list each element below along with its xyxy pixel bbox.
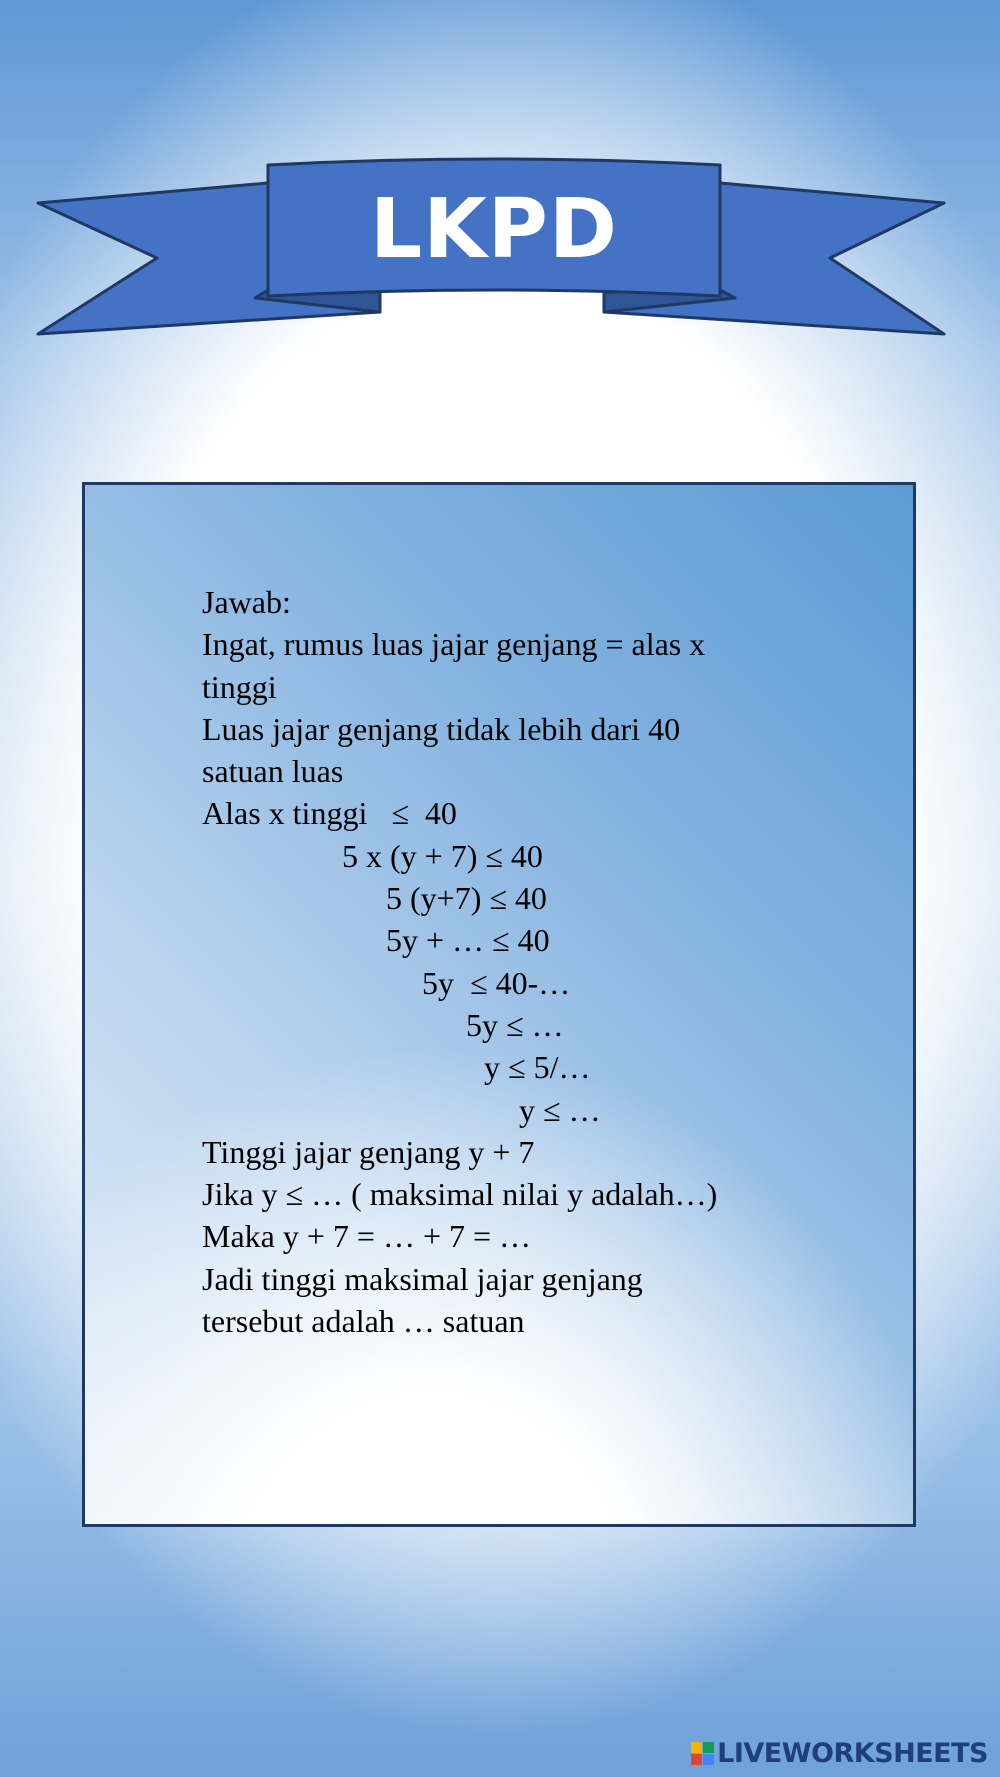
- answer-line: Ingat, rumus luas jajar genjang = alas x: [202, 626, 706, 663]
- watermark-text: LIVEWORKSHEETS: [717, 1738, 988, 1769]
- answer-line: tinggi: [202, 668, 277, 705]
- answer-line: Maka y + 7 = … + 7 = …: [202, 1218, 532, 1255]
- answer-line: Luas jajar genjang tidak lebih dari 40: [202, 710, 681, 747]
- answer-line: Jadi tinggi maksimal jajar genjang: [202, 1260, 643, 1297]
- answer-panel: [82, 482, 916, 1527]
- answer-heading: Jawab:: [202, 584, 291, 620]
- inequality-step: 5 x (y + 7) ≤ 40: [342, 837, 543, 874]
- page-title: LKPD: [370, 182, 618, 277]
- inequality-step: 5y ≤ 40-…: [422, 964, 571, 1001]
- liveworksheets-watermark[interactable]: [691, 1738, 988, 1769]
- logo-square: [703, 1754, 714, 1765]
- answer-line: Tinggi jajar genjang y + 7: [202, 1133, 535, 1170]
- inequality-line: Alas x tinggi ≤ 40: [202, 795, 457, 832]
- inequality-step: 5 (y+7) ≤ 40: [386, 880, 547, 917]
- inequality-step: 5y ≤ …: [466, 1006, 564, 1043]
- logo-square: [691, 1742, 702, 1753]
- logo-square: [703, 1742, 714, 1753]
- inequality-step: y ≤ 5/…: [484, 1049, 591, 1086]
- inequality-step: y ≤ …: [519, 1091, 601, 1128]
- answer-line: tersebut adalah … satuan: [202, 1303, 525, 1340]
- inequality-step: 5y + … ≤ 40: [386, 922, 550, 959]
- liveworksheets-logo-icon: [691, 1742, 714, 1765]
- answer-line: Jika y ≤ … ( maksimal nilai y adalah…): [202, 1176, 718, 1213]
- logo-square: [691, 1754, 702, 1765]
- answer-text: [202, 581, 822, 1342]
- answer-line: satuan luas: [202, 753, 344, 790]
